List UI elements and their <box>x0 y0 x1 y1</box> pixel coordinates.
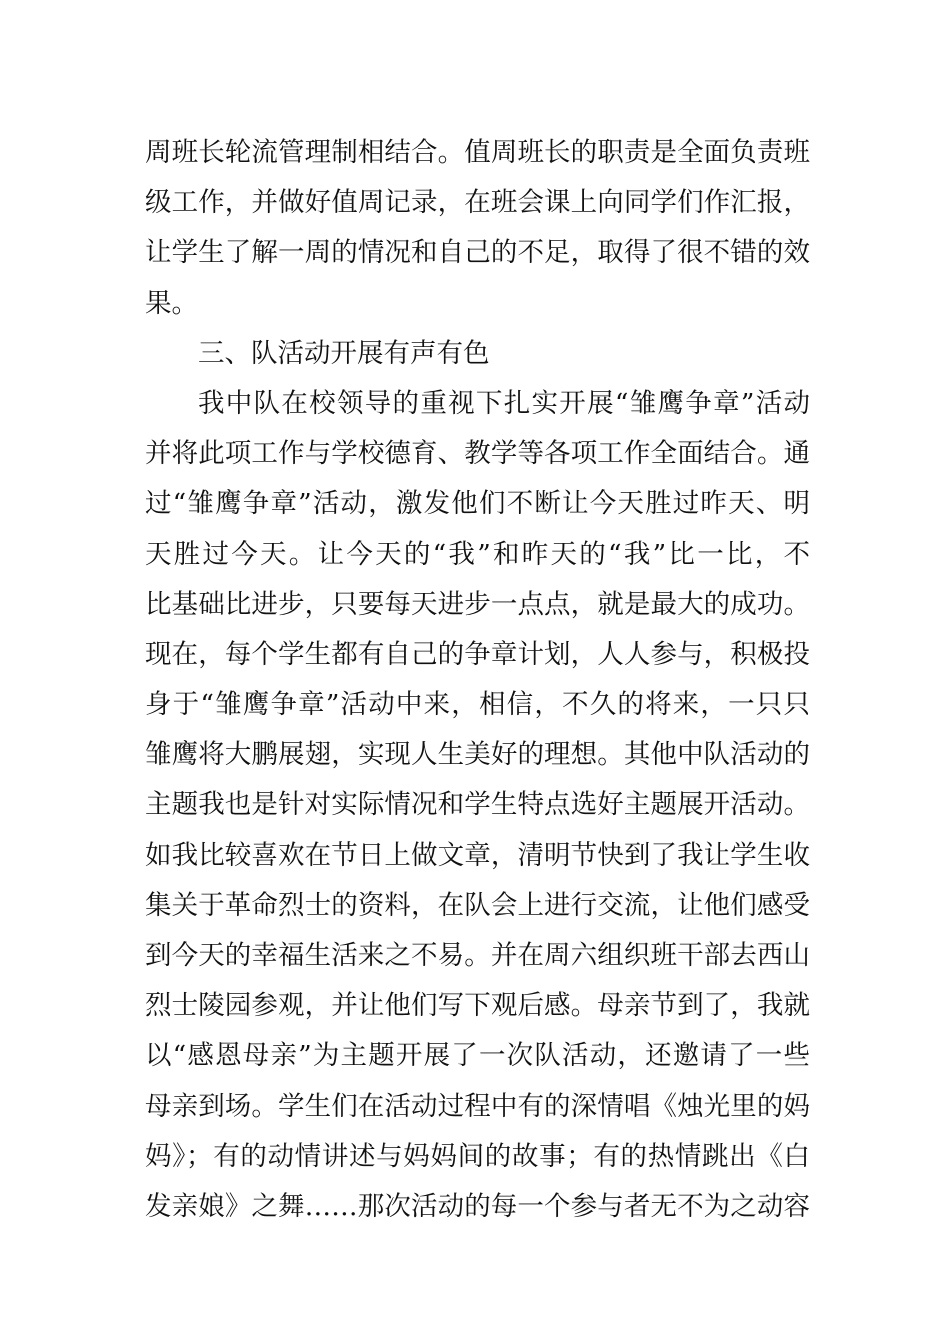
text-line: 并将此项工作与学校德育、教学等各项工作全面结合。通 <box>145 438 810 470</box>
text-line: 如我比较喜欢在节日上做文章，清明节快到了我让学生收 <box>145 839 810 871</box>
text-line: 我中队在校领导的重视下扎实开展“雏鹰争章”活动 <box>198 387 810 419</box>
text-line: 集关于革命烈士的资料，在队会上进行交流，让他们感受 <box>145 889 810 921</box>
section-heading: 三、队活动开展有声有色 <box>198 337 490 369</box>
text-line: 让学生了解一周的情况和自己的不足，取得了很不错的效 <box>145 237 810 269</box>
text-line: 以“感恩母亲”为主题开展了一次队活动，还邀请了一些 <box>145 1040 810 1072</box>
text-line: 天胜过今天。让今天的“我”和昨天的“我”比一比，不 <box>145 538 810 570</box>
text-line: 到今天的幸福生活来之不易。并在周六组织班干部去西山 <box>145 940 810 971</box>
text-line: 周班长轮流管理制相结合。值周班长的职责是全面负责班 <box>145 137 810 168</box>
text-line: 烈士陵园参观，并让他们写下观后感。母亲节到了，我就 <box>145 990 810 1022</box>
text-line: 妈》；有的动情讲述与妈妈间的故事；有的热情跳出《白 <box>145 1140 810 1172</box>
text-line: 过“雏鹰争章”活动，激发他们不断让今天胜过昨天、明 <box>145 488 810 520</box>
text-line: 身于“雏鹰争章”活动中来，相信，不久的将来，一只只 <box>145 689 810 721</box>
text-line: 发亲娘》之舞……那次活动的每一个参与者无不为之动容 <box>145 1190 810 1222</box>
text-line: 果。 <box>145 287 198 319</box>
text-line: 级工作，并做好值周记录，在班会课上向同学们作汇报， <box>145 187 810 219</box>
body-text <box>145 128 810 1232</box>
text-line: 母亲到场。学生们在活动过程中有的深情唱《烛光里的妈 <box>145 1090 810 1122</box>
text-line: 现在，每个学生都有自己的争章计划，人人参与，积极投 <box>145 638 810 670</box>
text-line: 主题我也是针对实际情况和学生特点选好主题展开活动。 <box>145 789 810 821</box>
text-line: 雏鹰将大鹏展翅，实现人生美好的理想。其他中队活动的 <box>145 739 810 771</box>
text-line: 比基础比进步，只要每天进步一点点，就是最大的成功。 <box>145 588 810 620</box>
